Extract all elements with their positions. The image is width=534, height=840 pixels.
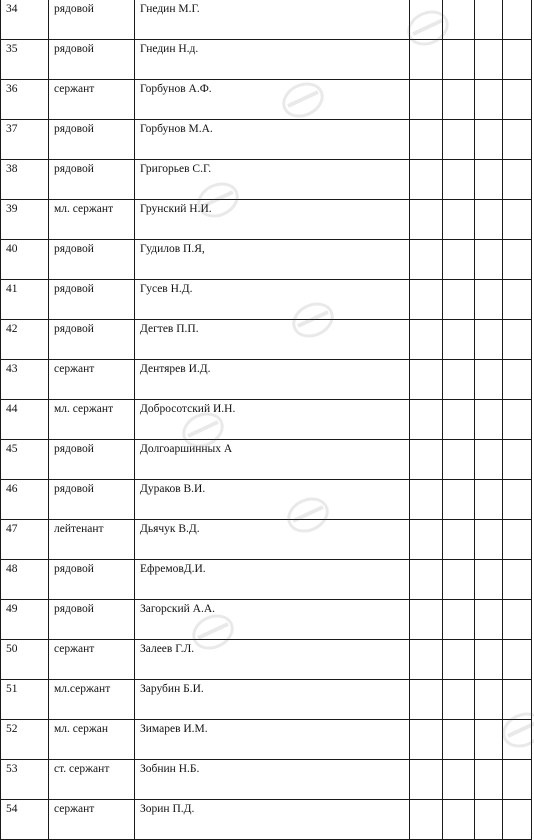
empty-cell — [475, 80, 503, 120]
empty-cell — [443, 480, 475, 520]
name-cell: Гудилов П.Я, — [135, 240, 410, 280]
row-number-cell: 51 — [1, 680, 49, 720]
name-cell: Дегтев П.П. — [135, 320, 410, 360]
rank-cell: рядовой — [49, 280, 135, 320]
empty-cell — [503, 160, 532, 200]
empty-cell — [410, 160, 443, 200]
table-row — [1, 680, 532, 720]
empty-cell — [443, 680, 475, 720]
empty-cell — [475, 280, 503, 320]
table-row — [1, 800, 532, 840]
row-number-cell: 35 — [1, 40, 49, 80]
empty-cell — [503, 440, 532, 480]
table-row — [1, 400, 532, 440]
empty-cell — [503, 80, 532, 120]
empty-cell — [443, 40, 475, 80]
empty-cell — [410, 240, 443, 280]
name-cell: Гусев Н.Д. — [135, 280, 410, 320]
empty-cell — [443, 760, 475, 800]
empty-cell — [410, 120, 443, 160]
empty-cell — [475, 0, 503, 40]
empty-cell — [443, 520, 475, 560]
row-number-cell: 50 — [1, 640, 49, 680]
empty-cell — [410, 640, 443, 680]
empty-cell — [475, 400, 503, 440]
empty-cell — [475, 240, 503, 280]
empty-cell — [443, 640, 475, 680]
table-row — [1, 200, 532, 240]
empty-cell — [410, 720, 443, 760]
rank-cell: рядовой — [49, 240, 135, 280]
empty-cell — [503, 680, 532, 720]
empty-cell — [410, 320, 443, 360]
empty-cell — [443, 120, 475, 160]
empty-cell — [443, 160, 475, 200]
name-cell: Дураков В.И. — [135, 480, 410, 520]
empty-cell — [475, 640, 503, 680]
empty-cell — [503, 360, 532, 400]
name-cell: Зобнин Н.Б. — [135, 760, 410, 800]
empty-cell — [443, 200, 475, 240]
table-row — [1, 240, 532, 280]
empty-cell — [443, 360, 475, 400]
row-number-cell: 48 — [1, 560, 49, 600]
row-number-cell: 34 — [1, 0, 49, 40]
rank-cell: мл.сержант — [49, 680, 135, 720]
empty-cell — [475, 160, 503, 200]
name-cell: Горбунов А.Ф. — [135, 80, 410, 120]
row-number-cell: 41 — [1, 280, 49, 320]
row-number-cell: 44 — [1, 400, 49, 440]
rank-cell: сержант — [49, 360, 135, 400]
empty-cell — [443, 560, 475, 600]
table-row — [1, 320, 532, 360]
empty-cell — [443, 440, 475, 480]
empty-cell — [503, 400, 532, 440]
table-row — [1, 600, 532, 640]
empty-cell — [503, 40, 532, 80]
name-cell: Добросотский И.Н. — [135, 400, 410, 440]
rank-cell: рядовой — [49, 600, 135, 640]
table-row — [1, 160, 532, 200]
empty-cell — [443, 280, 475, 320]
table-row — [1, 520, 532, 560]
name-cell: Горбунов М.А. — [135, 120, 410, 160]
empty-cell — [443, 600, 475, 640]
empty-cell — [475, 680, 503, 720]
empty-cell — [475, 360, 503, 400]
name-cell: Грунский Н.И. — [135, 200, 410, 240]
name-cell: Зарубин Б.И. — [135, 680, 410, 720]
empty-cell — [410, 400, 443, 440]
rank-cell: рядовой — [49, 0, 135, 40]
empty-cell — [503, 760, 532, 800]
table-row — [1, 560, 532, 600]
table-row — [1, 280, 532, 320]
roster-body — [1, 0, 532, 840]
name-cell: ЕфремовД.И. — [135, 560, 410, 600]
empty-cell — [410, 600, 443, 640]
empty-cell — [443, 320, 475, 360]
empty-cell — [443, 0, 475, 40]
empty-cell — [410, 680, 443, 720]
empty-cell — [443, 400, 475, 440]
empty-cell — [475, 320, 503, 360]
row-number-cell: 49 — [1, 600, 49, 640]
rank-cell: рядовой — [49, 480, 135, 520]
empty-cell — [503, 280, 532, 320]
empty-cell — [475, 760, 503, 800]
empty-cell — [410, 800, 443, 840]
empty-cell — [503, 720, 532, 760]
name-cell: Григорьев С.Г. — [135, 160, 410, 200]
empty-cell — [475, 120, 503, 160]
row-number-cell: 45 — [1, 440, 49, 480]
name-cell: Гнедин Н.д. — [135, 40, 410, 80]
table-row — [1, 80, 532, 120]
name-cell: Дентярев И.Д. — [135, 360, 410, 400]
rank-cell: сержант — [49, 640, 135, 680]
empty-cell — [443, 720, 475, 760]
name-cell: Залеев Г.Л. — [135, 640, 410, 680]
row-number-cell: 43 — [1, 360, 49, 400]
empty-cell — [475, 600, 503, 640]
empty-cell — [410, 200, 443, 240]
table-row — [1, 360, 532, 400]
rank-cell: ст. сержант — [49, 760, 135, 800]
empty-cell — [443, 240, 475, 280]
name-cell: Зорин П.Д. — [135, 800, 410, 840]
rank-cell: рядовой — [49, 120, 135, 160]
table-row — [1, 720, 532, 760]
empty-cell — [503, 800, 532, 840]
empty-cell — [503, 240, 532, 280]
table-row — [1, 480, 532, 520]
row-number-cell: 36 — [1, 80, 49, 120]
empty-cell — [443, 800, 475, 840]
table-row — [1, 440, 532, 480]
empty-cell — [410, 480, 443, 520]
row-number-cell: 37 — [1, 120, 49, 160]
row-number-cell: 40 — [1, 240, 49, 280]
empty-cell — [503, 520, 532, 560]
empty-cell — [475, 560, 503, 600]
name-cell: Долгоаршинных А — [135, 440, 410, 480]
rank-cell: сержант — [49, 800, 135, 840]
empty-cell — [503, 480, 532, 520]
rank-cell: рядовой — [49, 160, 135, 200]
empty-cell — [503, 640, 532, 680]
empty-cell — [410, 40, 443, 80]
rank-cell: сержант — [49, 80, 135, 120]
empty-cell — [475, 200, 503, 240]
rank-cell: мл. сержант — [49, 200, 135, 240]
rank-cell: мл. сержант — [49, 400, 135, 440]
empty-cell — [475, 720, 503, 760]
empty-cell — [475, 440, 503, 480]
empty-cell — [503, 0, 532, 40]
rank-cell: мл. сержан — [49, 720, 135, 760]
rank-cell: лейтенант — [49, 520, 135, 560]
row-number-cell: 38 — [1, 160, 49, 200]
empty-cell — [443, 80, 475, 120]
name-cell: Дьячук В.Д. — [135, 520, 410, 560]
empty-cell — [475, 800, 503, 840]
empty-cell — [503, 200, 532, 240]
empty-cell — [410, 280, 443, 320]
row-number-cell: 39 — [1, 200, 49, 240]
name-cell: Гнедин М.Г. — [135, 0, 410, 40]
row-number-cell: 46 — [1, 480, 49, 520]
table-row — [1, 0, 532, 40]
table-row — [1, 760, 532, 800]
row-number-cell: 54 — [1, 800, 49, 840]
rank-cell: рядовой — [49, 40, 135, 80]
name-cell: Загорский А.А. — [135, 600, 410, 640]
row-number-cell: 52 — [1, 720, 49, 760]
rank-cell: рядовой — [49, 560, 135, 600]
table-row — [1, 120, 532, 160]
row-number-cell: 53 — [1, 760, 49, 800]
empty-cell — [410, 560, 443, 600]
empty-cell — [410, 520, 443, 560]
empty-cell — [503, 560, 532, 600]
empty-cell — [503, 600, 532, 640]
empty-cell — [503, 320, 532, 360]
name-cell: Зимарев И.М. — [135, 720, 410, 760]
row-number-cell: 42 — [1, 320, 49, 360]
table-row — [1, 40, 532, 80]
table-row — [1, 640, 532, 680]
empty-cell — [475, 520, 503, 560]
empty-cell — [410, 440, 443, 480]
row-number-cell: 47 — [1, 520, 49, 560]
rank-cell: рядовой — [49, 440, 135, 480]
empty-cell — [410, 0, 443, 40]
empty-cell — [503, 120, 532, 160]
empty-cell — [475, 40, 503, 80]
empty-cell — [475, 480, 503, 520]
empty-cell — [410, 80, 443, 120]
empty-cell — [410, 760, 443, 800]
rank-cell: рядовой — [49, 320, 135, 360]
empty-cell — [410, 360, 443, 400]
